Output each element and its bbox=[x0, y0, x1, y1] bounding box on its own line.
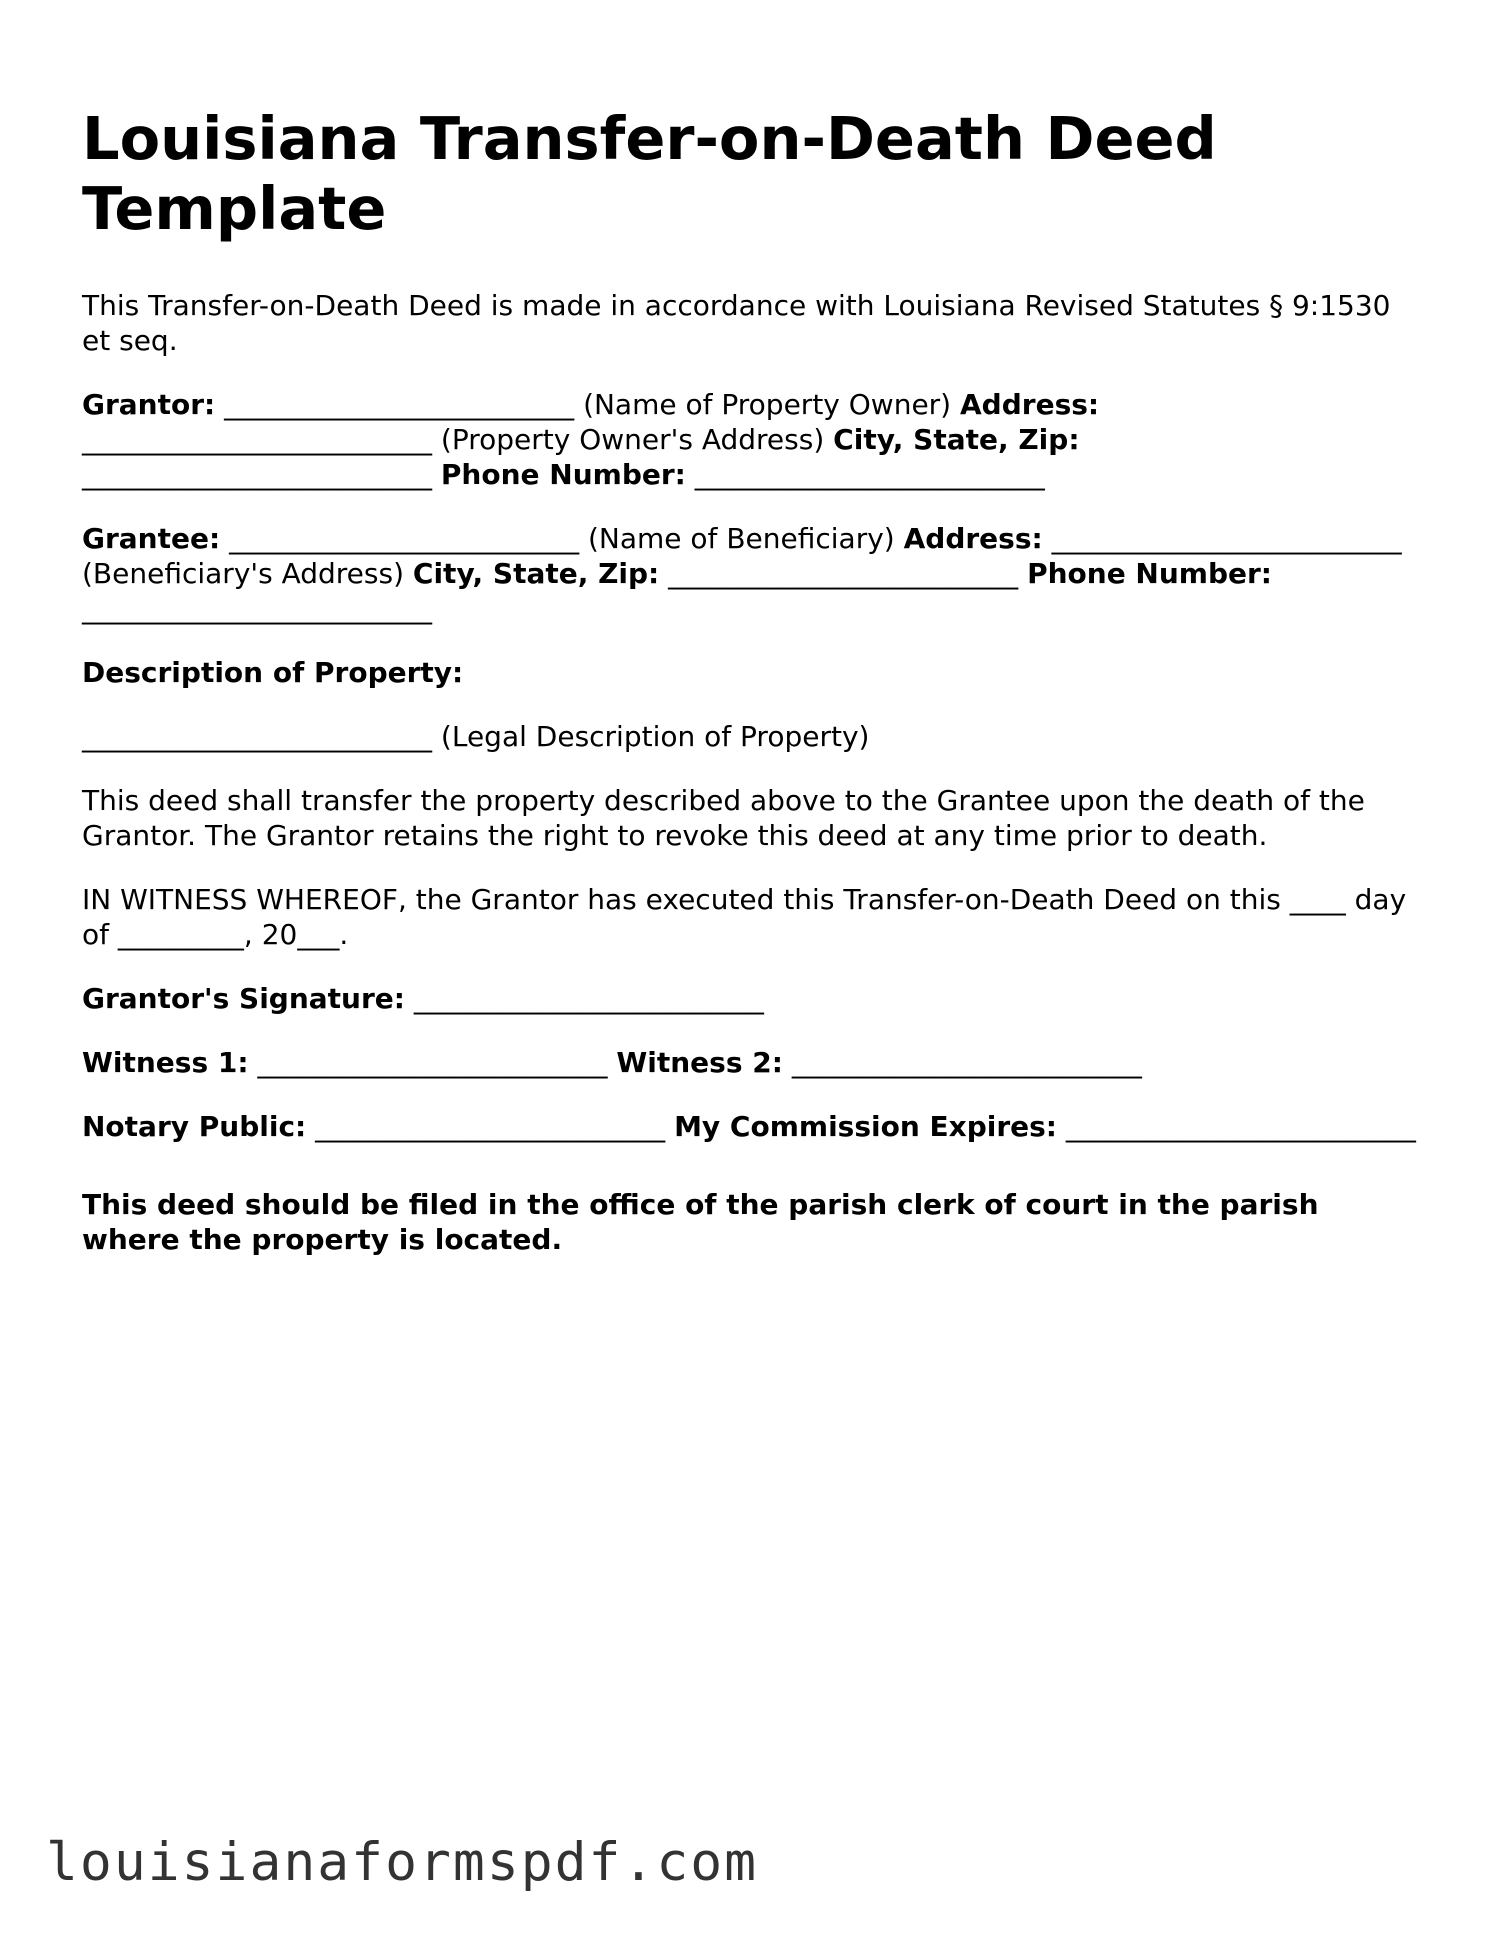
grantee-phone-blank: _________________________ bbox=[82, 592, 432, 625]
property-blank: _________________________ bbox=[82, 720, 432, 753]
deed-document bbox=[82, 104, 1422, 1257]
grantor-city-label: City, State, Zip: bbox=[833, 423, 1080, 456]
grantor-name-hint: (Name of Property Owner) bbox=[583, 388, 952, 421]
site-watermark: louisianaformspdf.com bbox=[46, 1832, 759, 1893]
filing-note: This deed should be filed in the office of the parish clerk of court in the parish where the property is located. bbox=[82, 1188, 1319, 1256]
grantor-name-blank: _________________________ bbox=[224, 388, 575, 421]
commission-blank: _________________________ bbox=[1065, 1110, 1416, 1143]
grantee-section bbox=[82, 521, 1422, 626]
property-label: Description of Property: bbox=[82, 656, 464, 689]
grantee-phone-label: Phone Number: bbox=[1027, 557, 1273, 590]
grantee-address-blank: _________________________ bbox=[1051, 522, 1402, 555]
grantor-address-blank: _________________________ bbox=[82, 423, 432, 456]
grantee-address-label: Address: bbox=[903, 522, 1043, 555]
grantor-label: Grantor: bbox=[82, 388, 216, 421]
transfer-paragraph: This deed shall transfer the property described above to the Grantee upon the death of the Grantor. The Grantor retains the right to revoke this deed at any time prior to death. bbox=[82, 784, 1365, 852]
witness2-label: Witness 2: bbox=[616, 1046, 783, 1079]
intro-paragraph: This Transfer-on-Death Deed is made in accordance with Louisiana Revised Statutes § 9:1530 et seq. bbox=[82, 289, 1391, 357]
property-heading bbox=[82, 655, 1422, 690]
grantee-city-blank: _________________________ bbox=[668, 557, 1019, 590]
grantor-phone-blank: _________________________ bbox=[694, 458, 1045, 491]
grantor-address-hint: (Property Owner's Address) bbox=[440, 423, 825, 456]
witness1-blank: _________________________ bbox=[257, 1046, 608, 1079]
property-hint: (Legal Description of Property) bbox=[440, 720, 870, 753]
notary-label: Notary Public: bbox=[82, 1110, 307, 1143]
witness1-label: Witness 1: bbox=[82, 1046, 249, 1079]
grantee-label: Grantee: bbox=[82, 522, 221, 555]
witnesses-line bbox=[82, 1045, 1422, 1080]
property-line bbox=[82, 719, 1422, 754]
signature-blank: _________________________ bbox=[413, 982, 764, 1015]
notary-blank: _________________________ bbox=[315, 1110, 666, 1143]
grantee-name-hint: (Name of Beneficiary) bbox=[588, 522, 895, 555]
commission-label: My Commission Expires: bbox=[674, 1110, 1057, 1143]
signature-line bbox=[82, 981, 1422, 1016]
grantee-name-blank: _________________________ bbox=[229, 522, 580, 555]
grantee-address-hint: (Beneficiary's Address) bbox=[82, 557, 404, 590]
witness2-blank: _________________________ bbox=[791, 1046, 1142, 1079]
notary-line bbox=[82, 1109, 1422, 1144]
grantee-city-label: City, State, Zip: bbox=[412, 557, 660, 590]
grantor-phone-label: Phone Number: bbox=[440, 458, 686, 491]
document-title: Louisiana Transfer-on-Death Deed Template bbox=[82, 104, 1217, 243]
grantor-address-label: Address: bbox=[960, 388, 1100, 421]
witness-paragraph: IN WITNESS WHEREOF, the Grantor has executed this Transfer-on-Death Deed on this ____ day of _________, 20___. bbox=[82, 883, 1407, 951]
signature-label: Grantor's Signature: bbox=[82, 982, 405, 1015]
grantor-city-blank: _________________________ bbox=[82, 458, 432, 491]
grantor-section bbox=[82, 387, 1422, 492]
